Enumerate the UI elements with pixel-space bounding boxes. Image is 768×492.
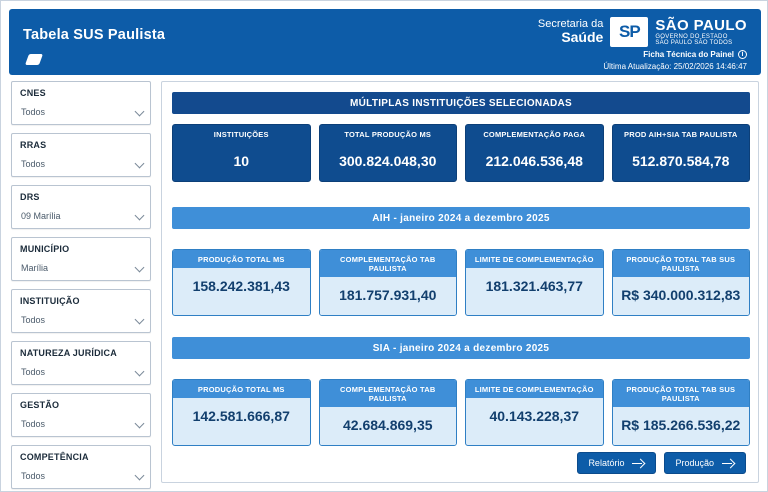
filter-drs[interactable] xyxy=(11,185,151,229)
producao-button[interactable] xyxy=(664,452,746,474)
filter-rras[interactable] xyxy=(11,133,151,177)
card-title: LIMITE DE COMPLEMENTAÇÃO xyxy=(466,380,603,398)
filter-gestao[interactable] xyxy=(11,393,151,437)
info-icon[interactable]: i xyxy=(738,50,747,59)
filter-instituicao[interactable] xyxy=(11,289,151,333)
relatorio-button[interactable] xyxy=(577,452,656,474)
chevron-down-icon[interactable] xyxy=(135,211,145,221)
card-value: 42.684.869,35 xyxy=(320,407,457,445)
card-total-producao-ms xyxy=(319,124,458,182)
sp-logo-icon xyxy=(610,17,648,47)
ficha-tecnica[interactable] xyxy=(603,49,747,72)
filter-label: NATUREZA JURÍDICA xyxy=(20,348,117,358)
card-title: PRODUÇÃO TOTAL TAB SUS PAULISTA xyxy=(613,380,750,407)
filter-natureza-juridica[interactable] xyxy=(11,341,151,385)
arrow-right-icon xyxy=(632,459,645,468)
filter-label: COMPETÊNCIA xyxy=(20,452,89,462)
card-complementacao-paga xyxy=(465,124,604,182)
brand-logo xyxy=(538,17,747,47)
filter-value: Todos xyxy=(21,367,46,377)
filter-label: MUNICÍPIO xyxy=(20,244,70,254)
card-prod-aih-sia-tab-paulista xyxy=(612,124,751,182)
filters-sidebar xyxy=(11,81,151,492)
filter-label: GESTÃO xyxy=(20,400,60,410)
filter-value: Todos xyxy=(21,315,46,325)
card-value: 40.143.228,37 xyxy=(466,398,603,436)
card-value: 181.321.463,77 xyxy=(466,268,603,306)
ficha-label: Ficha Técnica do Painel xyxy=(643,50,734,59)
card-sia-complementacao-tab-paulista xyxy=(319,379,458,446)
eraser-icon[interactable] xyxy=(27,53,45,67)
last-update-text: Última Atualização: 25/02/2026 14:46:47 xyxy=(603,61,747,71)
card-aih-producao-total-ms xyxy=(172,249,311,316)
card-value: 10 xyxy=(173,143,310,181)
sp-logo-sub2: SÃO PAULO SÃO TODOS xyxy=(655,39,733,46)
sia-cards-row xyxy=(172,379,750,446)
chevron-down-icon[interactable] xyxy=(135,159,145,169)
relatorio-button-label: Relatório xyxy=(588,458,625,468)
sp-logo-sub1: GOVERNO DO ESTADO xyxy=(655,33,728,40)
brand-line2: Saúde xyxy=(561,29,604,46)
producao-button-label: Produção xyxy=(675,458,714,468)
chevron-down-icon[interactable] xyxy=(135,419,145,429)
filter-value: Marília xyxy=(21,263,49,273)
card-instituicoes xyxy=(172,124,311,182)
filter-label: RRAS xyxy=(20,140,47,150)
main-panel xyxy=(161,81,759,483)
filter-value: 09 Marília xyxy=(21,211,61,221)
filter-competencia[interactable] xyxy=(11,445,151,489)
banner-sia: SIA - janeiro 2024 a dezembro 2025 xyxy=(172,337,750,359)
card-aih-complementacao-tab-paulista xyxy=(319,249,458,316)
card-value: 300.824.048,30 xyxy=(320,143,457,181)
card-sia-producao-total-ms xyxy=(172,379,311,446)
summary-cards-row xyxy=(172,124,750,182)
card-title: PRODUÇÃO TOTAL TAB SUS PAULISTA xyxy=(613,250,750,277)
card-value: 142.581.666,87 xyxy=(173,398,310,436)
card-title: TOTAL PRODUÇÃO MS xyxy=(320,125,457,143)
card-title: PRODUÇÃO TOTAL MS xyxy=(173,380,310,398)
sp-logo-mark: SP xyxy=(618,22,640,41)
sp-logo-text xyxy=(655,18,747,46)
filter-label: DRS xyxy=(20,192,40,202)
card-value: R$ 185.266.536,22 xyxy=(613,407,750,445)
chevron-down-icon[interactable] xyxy=(135,367,145,377)
filter-value: Todos xyxy=(21,471,46,481)
chevron-down-icon[interactable] xyxy=(135,263,145,273)
card-title: INSTITUIÇÕES xyxy=(173,125,310,143)
card-value: 158.242.381,43 xyxy=(173,268,310,306)
card-title: COMPLEMENTAÇÃO TAB PAULISTA xyxy=(320,250,457,277)
card-value: 212.046.536,48 xyxy=(466,143,603,181)
chevron-down-icon[interactable] xyxy=(135,471,145,481)
chevron-down-icon[interactable] xyxy=(135,107,145,117)
app-header xyxy=(9,9,761,75)
banner-selected-institutions: MÚLTIPLAS INSTITUIÇÕES SELECIONADAS xyxy=(172,92,750,114)
filter-value: Todos xyxy=(21,107,46,117)
card-value: R$ 340.000.312,83 xyxy=(613,277,750,315)
card-title: COMPLEMENTAÇÃO TAB PAULISTA xyxy=(320,380,457,407)
filter-label: INSTITUIÇÃO xyxy=(20,296,80,306)
brand-secretaria xyxy=(538,18,603,45)
sp-logo-title: SÃO PAULO xyxy=(655,16,747,34)
footer-buttons xyxy=(577,452,746,474)
brand-line1: Secretaria da xyxy=(537,18,604,31)
banner-aih: AIH - janeiro 2024 a dezembro 2025 xyxy=(172,207,750,229)
card-value: 181.757.931,40 xyxy=(320,277,457,315)
filter-value: Todos xyxy=(21,419,46,429)
filter-value: Todos xyxy=(21,159,46,169)
card-title: COMPLEMENTAÇÃO PAGA xyxy=(466,125,603,143)
card-sia-producao-total-tab-sus-paulista xyxy=(612,379,751,446)
card-title: PRODUÇÃO TOTAL MS xyxy=(173,250,310,268)
aih-cards-row xyxy=(172,249,750,316)
arrow-right-icon xyxy=(722,459,735,468)
filter-cnes[interactable] xyxy=(11,81,151,125)
card-title: PROD AIH+SIA TAB PAULISTA xyxy=(613,125,750,143)
card-aih-limite-complementacao xyxy=(465,249,604,316)
card-sia-limite-complementacao xyxy=(465,379,604,446)
chevron-down-icon[interactable] xyxy=(135,315,145,325)
card-title: LIMITE DE COMPLEMENTAÇÃO xyxy=(466,250,603,268)
filter-label: CNES xyxy=(20,88,46,98)
filter-municipio[interactable] xyxy=(11,237,151,281)
page-title: Tabela SUS Paulista xyxy=(23,27,166,43)
card-value: 512.870.584,78 xyxy=(613,143,750,181)
card-aih-producao-total-tab-sus-paulista xyxy=(612,249,751,316)
